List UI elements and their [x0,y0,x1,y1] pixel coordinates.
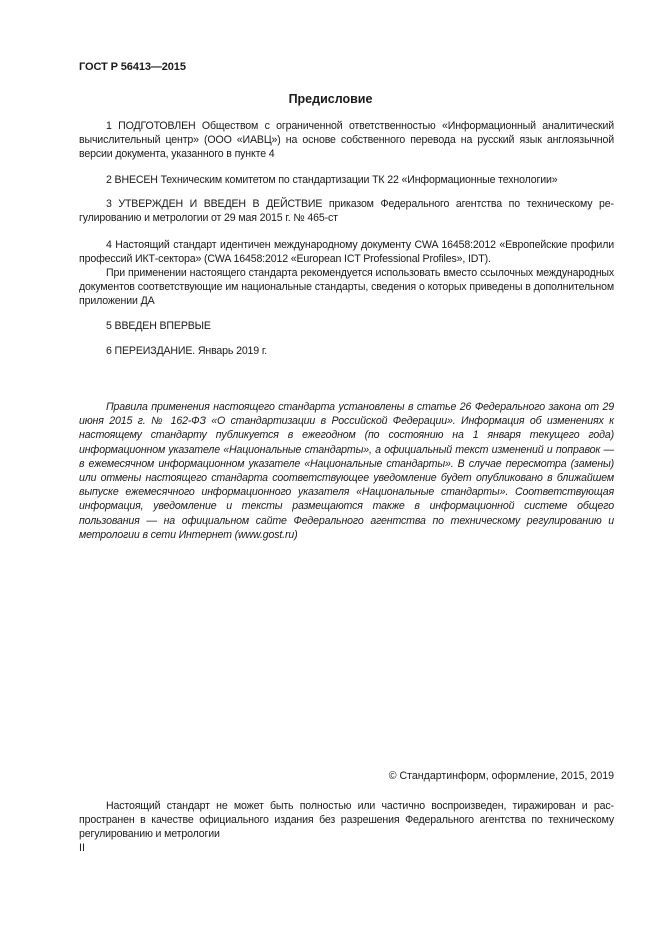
reproduction-notice: Настоящий стандарт не может быть полностью или частично воспроизведен, тиражирован и распространен в качестве официального издания без разрешения Федерального агентства по техническому регулированию и метрологии [79,800,614,840]
document-code-header: ГОСТ Р 56413—2015 [79,61,186,73]
foreword-item-4: 4 Настоящий стандарт идентичен международному документу CWA 16458:2012 «Европейские профили профессий ИКТ-сектора» (CWA 16458:2012 «European ICT Professional Profiles», IDT). [79,239,614,265]
foreword-item-2: 2 ВНЕСЕН Техническим комитетом по стандартизации ТК 22 «Информационные технологии» [106,174,558,186]
foreword-item-1: 1 ПОДГОТОВЛЕН Обществом с ограниченной ответственностью «Информационный аналитический вычислительный центр» (ООО «ИАВЦ») на основе собственного перевода на русский язык англоязычной версии документа, указанного в пункте 4 [79,120,614,160]
copyright-line: © Стандартинформ, оформление, 2015, 2019 [388,770,614,782]
foreword-item-5: 5 ВВЕДЕН ВПЕРВЫЕ [106,320,211,332]
foreword-item-6: 6 ПЕРЕИЗДАНИЕ. Январь 2019 г. [106,345,268,357]
page-number: II [79,842,85,854]
rules-of-application-notice: Правила применения настоящего стандарта установлены в статье 26 Федерального закона от 29 июня 2015 г. № 162-ФЗ «О стандартизации в Российской Федерации». Информация об изменениях к настоящему стандарту публикуется в ежегодном (по состоянию на 1 января текущего года) информационном указателе «Национальные стандарты», а официальный текст изменений и поправок — в ежемесячном информационном указателе «Национальные стандарты». В случае пересмотра (замены) или отмены настоящего стандарта соответствующее уведомление будет опубликовано в ближайшем выпуске ежемесячного информационного указателя «Национальные стандарты». Соответствующая информация, уведомление и тексты размещаются также в информационной системе общего пользования — на официальном сайте Федерального агентства по техническому регулированию и метрологии в сети Интернет (www.gost.ru) [79,401,614,541]
foreword-item-3: 3 УТВЕРЖДЕН И ВВЕДЕН В ДЕЙСТВИЕ приказом Федерального агентства по техническому регулированию и метрологии от 29 мая 2015 г. № 465-ст [79,198,614,224]
foreword-item-4-note: При применении настоящего стандарта рекомендуется использовать вместо ссылочных международных документов соответствующие им национальные стандарты, сведения о которых приведены в дополнительном приложении ДА [79,267,614,307]
page-title: Предисловие [288,92,373,106]
